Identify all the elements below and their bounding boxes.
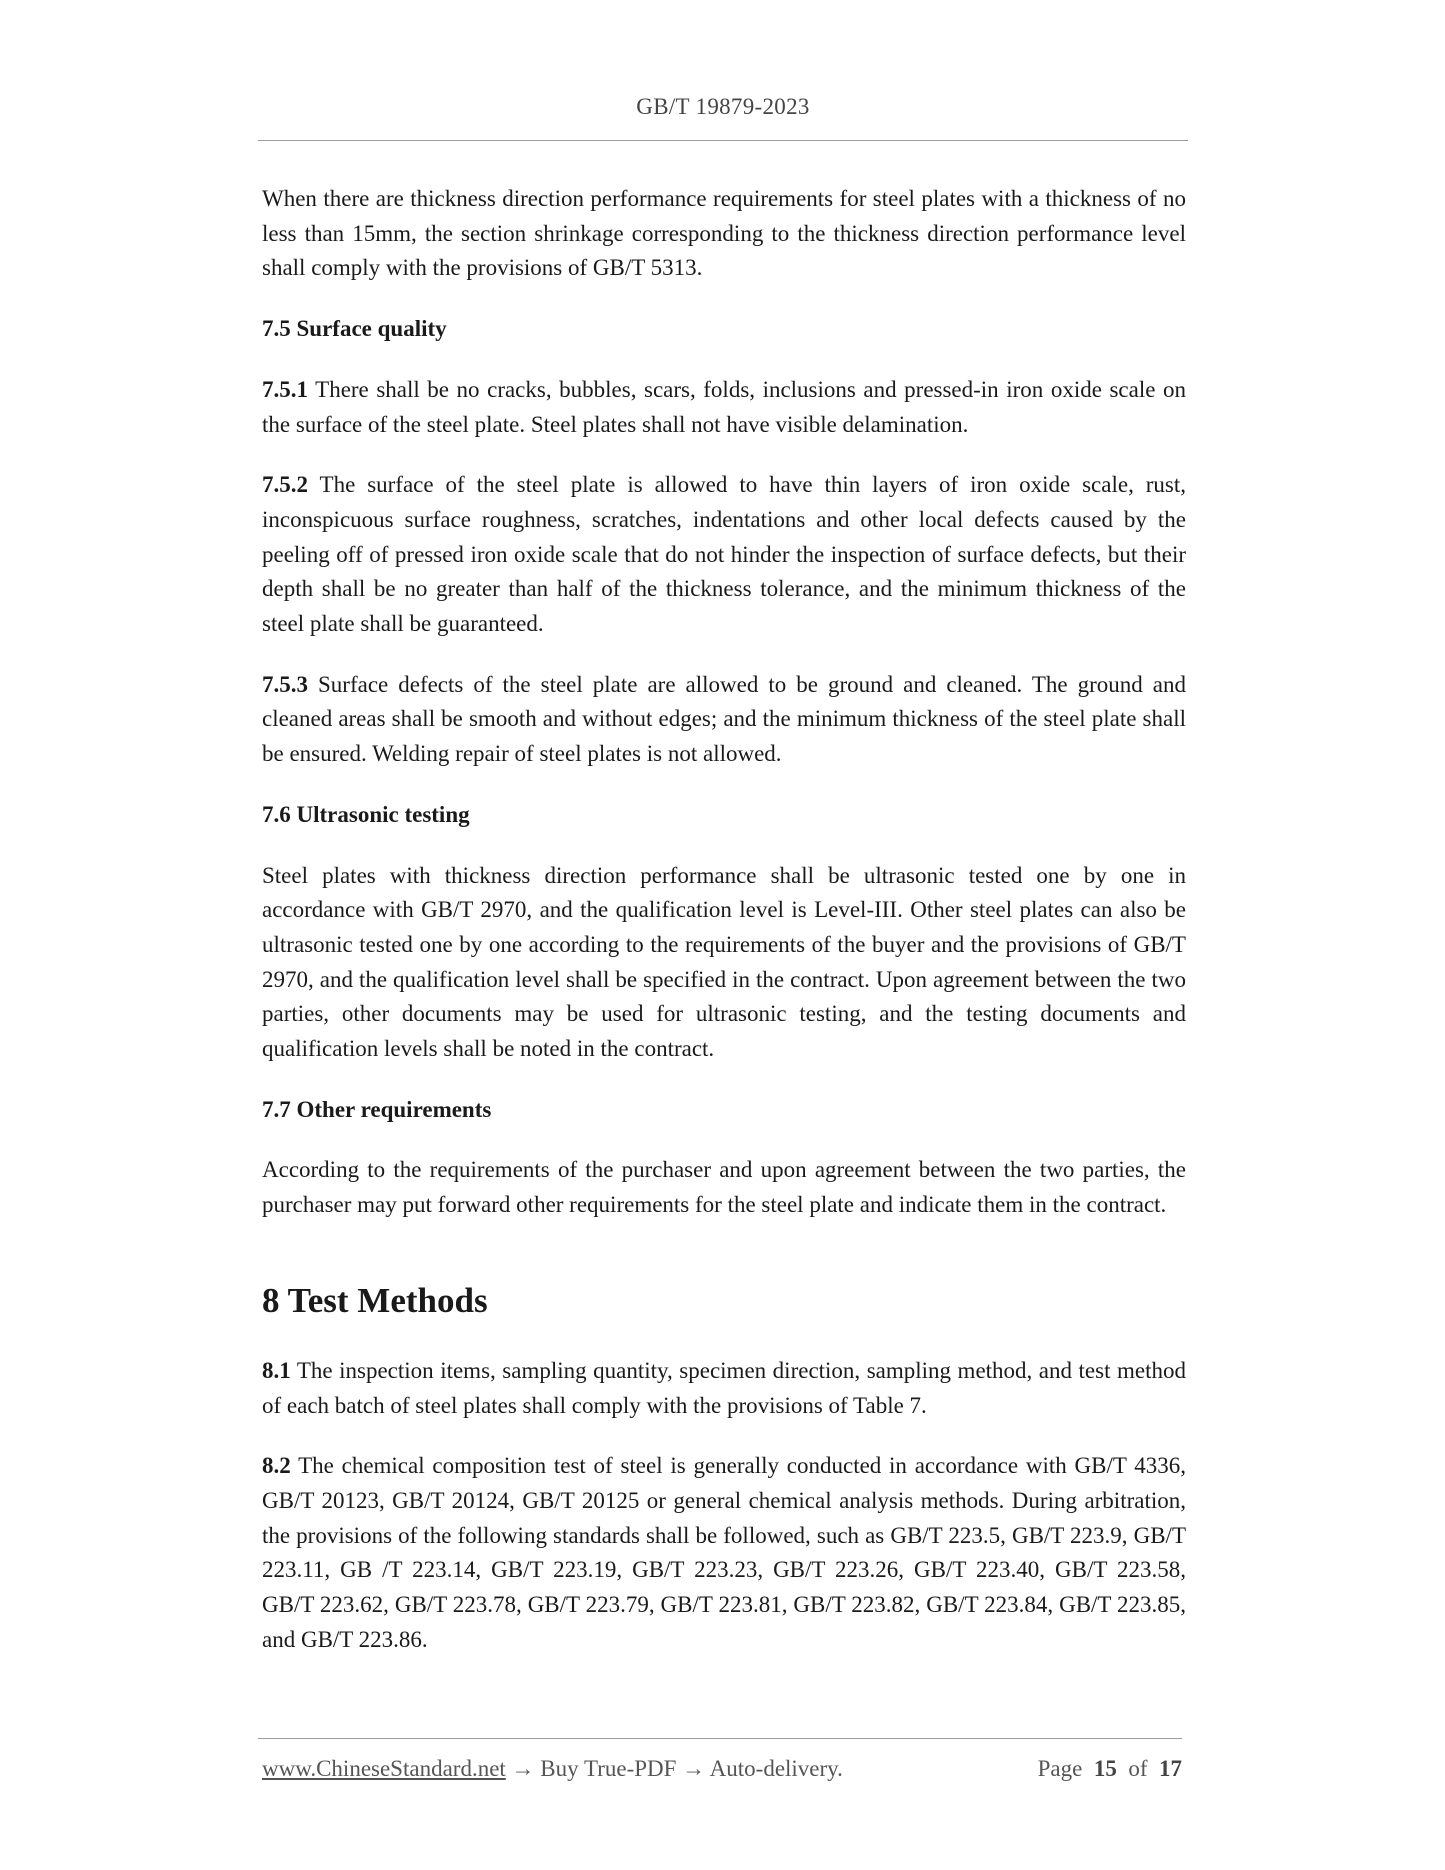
footer-divider [258,1738,1182,1739]
section-heading-7-7: 7.7 Other requirements [262,1096,492,1122]
ultrasonic-testing-paragraph: Steel plates with thickness direction performance shall be ultrasonic tested one by one in accordance with GB/T 2970, and the qualification level is Level-III. Other steel plates can also be ultrasonic tested one by one according to the requirements of the buyer and the provisions of GB/T 2970, and the qualification level shall be specified in the contract. Upon agreement between the two parties, other documents may be used for ultrasonic testing, and the testing documents and qualification levels shall be noted in the contract. [262,862,1186,1062]
section-heading-7-5: 7.5 Surface quality [262,316,447,342]
clause-7-5-1 [262,373,1186,442]
clause-text: The chemical composition test of steel is generally conducted in accordance with GB/T 4336, GB/T 20123, GB/T 20124, GB/T 20125 or general chemical analysis methods. During arbitration, the provisions of the following standards shall be followed, such as GB/T 223.5, GB/T 223.9, GB/T 223.11, GB /T 223.14, GB/T 223.19, GB/T 223.23, GB/T 223.26, GB/T 223.40, GB/T 223.58, GB/T 223.62, GB/T 223.78, GB/T 223.79, GB/T 223.81, GB/T 223.82, GB/T 223.84, GB/T 223.85, and GB/T 223.86. [262,1453,1186,1652]
website-link[interactable]: www.ChineseStandard.net [262,1756,506,1781]
clause-text: Surface defects of the steel plate are allowed to be ground and cleaned. The ground and cleaned areas shall be smooth and without edges; and the minimum thickness of the steel plate shall be ensured. Welding repair of steel plates is not allowed. [262,671,1186,767]
clause-text: The surface of the steel plate is allowed to have thin layers of iron oxide scale, rust, inconspicuous surface roughness, scratches, indentations and other local defects caused by the peeling off of pressed iron oxide scale that do not hinder the inspection of surface defects, but their depth shall be no greater than half of the thickness tolerance, and the minimum thickness of the steel plate shall be guaranteed. [262,472,1186,637]
document-body [262,182,1186,1684]
page-indicator [1038,1756,1182,1782]
other-requirements-paragraph: According to the requirements of the purchaser and upon agreement between the two parties, the purchaser may put forward other requirements for the steel plate and indicate them in the contract. [262,1157,1186,1218]
footer-promo [262,1756,843,1782]
clause-text: There shall be no cracks, bubbles, scars, folds, inclusions and pressed-in iron oxide scale on the surface of the steel plate. Steel plates shall not have visible delamination. [262,376,1186,437]
chapter-heading-8: 8 Test Methods [262,1280,488,1320]
clause-7-5-3 [262,668,1186,772]
clause-number: 7.5.1 [262,376,308,402]
clause-7-5-2 [262,468,1186,642]
of-label: of [1128,1756,1148,1781]
intro-paragraph: When there are thickness direction performance requirements for steel plates with a thickness of no less than 15mm, the section shrinkage corresponding to the thickness direction performance level shall comply with the provisions of GB/T 5313. [262,186,1186,281]
clause-number: 8.1 [262,1357,291,1383]
section-heading-7-6: 7.6 Ultrasonic testing [262,801,470,827]
clause-8-2 [262,1449,1186,1657]
clause-number: 7.5.3 [262,671,308,697]
footer-tagline: → Buy True-PDF → Auto-delivery. [505,1756,843,1781]
clause-number: 7.5.2 [262,472,308,498]
page-total: 17 [1159,1756,1182,1781]
clause-number: 8.2 [262,1453,291,1479]
page-label: Page [1037,1756,1083,1781]
page-current: 15 [1093,1756,1117,1781]
clause-text: The inspection items, sampling quantity, specimen direction, sampling method, and test method of each batch of steel plates shall comply with the provisions of Table 7. [262,1357,1186,1418]
page-footer [262,1756,1182,1782]
page-header-title: GB/T 19879-2023 [636,94,810,119]
clause-8-1 [262,1354,1186,1423]
header-divider [258,140,1188,141]
